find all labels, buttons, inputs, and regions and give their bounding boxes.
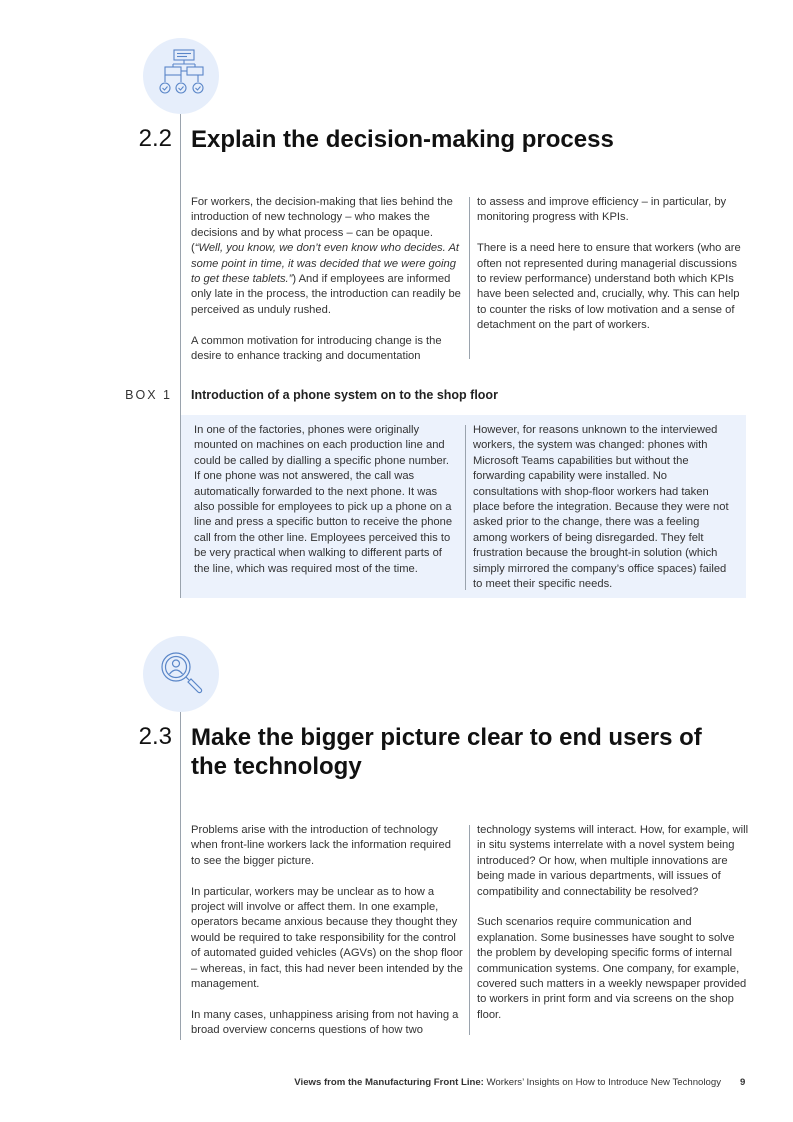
- section-2-2-column-2: [477, 195, 745, 334]
- section-title: Explain the decision-making process: [191, 126, 614, 153]
- paragraph: Problems arise with the introduction of technology when front-line workers lack the information required to see the bigger picture.: [191, 824, 451, 867]
- section-2-3-column-2: [477, 823, 749, 1023]
- section-2-3-column-1: [191, 823, 463, 1039]
- section-2-3-rule: [180, 712, 181, 1040]
- flowchart-icon: [143, 38, 219, 114]
- paragraph: There is a need here to ensure that workers (who are often not represented during managerial discussions to review performance) understand both which KPIs have been selected and, crucially, why. This can help to counter the risks of low motivation and a sense of detachment on the part of workers.: [477, 242, 741, 332]
- box-label: BOX 1: [125, 388, 172, 402]
- section-number: 2.3: [138, 723, 172, 750]
- section-title: Make the bigger picture clear to end users of the technology: [191, 724, 702, 780]
- paragraph: In particular, workers may be unclear as to how a project will involve or affect them. In one example, operators became anxious because they thought they would be required to take responsibility for the control of automated guided vehicles (AGVs) on the shop floor – whereas, in fact, this had never been intended by the management.: [191, 885, 463, 991]
- column-divider: [469, 825, 470, 1035]
- column-divider: [469, 197, 470, 359]
- interview-quote: “Well, you know, we don’t even know who decides. At some point in time, it was decided that we were going to get these tablets.”: [191, 242, 460, 286]
- magnifier-person-icon: [143, 636, 219, 712]
- running-footer: Views from the Manufacturing Front Line: Workers’ Insights on How to Introduce New Technology: [294, 1077, 721, 1088]
- section-number: 2.2: [138, 125, 172, 152]
- paragraph: In many cases, unhappiness arising from not having a broad overview concerns questions of how two: [191, 1008, 459, 1037]
- paragraph: Such scenarios require communication and explanation. Some businesses have sought to solve the problem by developing specific forms of internal communication systems. One company, for example, covered such matters in a weekly newspaper provided to workers in print form and via screens on the shop floor.: [477, 916, 747, 1021]
- column-divider: [465, 425, 466, 590]
- box-column-1: In one of the factories, phones were originally mounted on machines on each production line and could be called by dialling a specific phone number. If one phone was not answered, the call was automatically forwarded to the next phone. It was also possible for employees to pick up a phone on a line and press a specific button to receive the phone call from the other line. Employees perceived this to be very practical when walking to different parts of the line, which was required most of the time.: [194, 424, 453, 575]
- box-column-2: However, for reasons unknown to the interviewed workers, the system was changed: phones with Microsoft Teams capabilities but without the forwarding capability were installed. No consultations with shop-floor workers had taken place before the integration. Because they were not asked prior to the change, there was a feeling among workers of being disregarded. They felt frustration because the brought-in solution (which simply mirrored the company’s office spaces) failed to meet their specific needs.: [473, 424, 729, 591]
- box-title: Introduction of a phone system on to the shop floor: [191, 388, 498, 402]
- paragraph: A common motivation for introducing change is the desire to enhance tracking and documentation: [191, 334, 442, 363]
- paragraph: to assess and improve efficiency – in particular, by monitoring progress with KPIs.: [477, 196, 727, 224]
- section-2-2-column-1: [191, 195, 463, 364]
- page-number: 9: [740, 1077, 746, 1088]
- paragraph: For workers, the decision-making that lies behind the introduction of new technology – who makes the decisions and by what process – can be opaque. (“Well, you know, we don’t even know who decides. At some point in time, it was decided that we were going to get these tablets.”) And if employees are informed only late in the process, the introduction can readily be perceived as unduly rushed.: [191, 196, 461, 316]
- paragraph: technology systems will interact. How, for example, will in situ systems interrelate with a novel system being introduced? Or how, when multiple innovations are being made in various departments, will issues of compatibility and connectability be resolved?: [477, 824, 749, 898]
